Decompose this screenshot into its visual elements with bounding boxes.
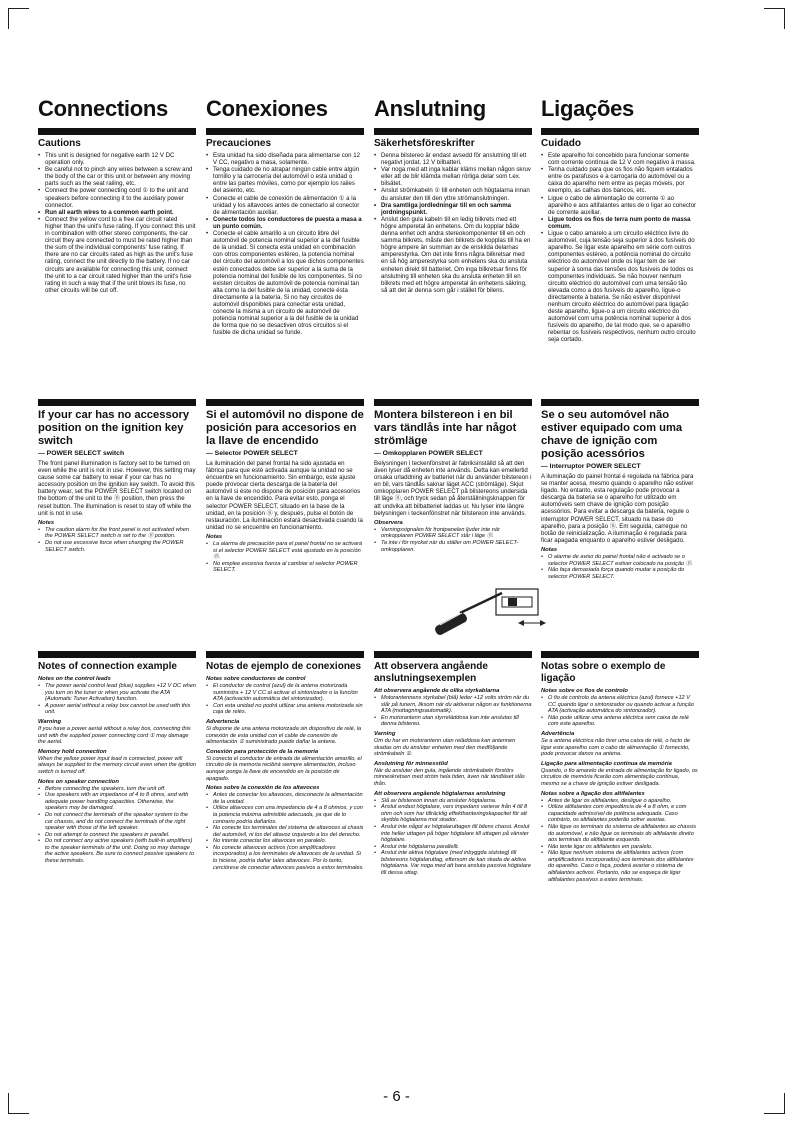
list-item: • Dra samtliga jordledningar till en och samma jordningspunkt. (380, 202, 532, 216)
block-title: Att observera angående de olika styrkablarna (374, 688, 500, 694)
block-title: Att observera angående högtalarnas anslutning (374, 790, 506, 797)
note-item: • No conecte altavoces activos (con amplificadores incorporados) a los terminales de altavoces de la unidad. Si lo hiciese, podría dañar tales altavoces. Por lo tanto, cerciórese de conectar altavoces pasivos a estos terminales. (212, 845, 364, 871)
note-item: • Con esta unidad no podrá utilizar una antena motorizada sin caja de relés. (212, 703, 364, 716)
block-title: Notes on the control leads (38, 676, 111, 682)
section-heading: Notes of connection example (38, 661, 177, 672)
block-text: Si dispone de una antena motorizada sin dispositivo de relé, la conexión de esta unidad con el cable de conexión de alimentación ① suministrado puede dañar la antena. (206, 725, 362, 746)
note-item: • O fio de controlo da antena eléctrica (azul) fornece +12 V CC quando ligar o sintonizador ou quando activar a função ATA (activação automática do sintonizador). (547, 695, 699, 715)
section-heading: If your car has no accessory position on the ignition key switch (38, 409, 190, 447)
block-text: Om du har en motorantenn utan reläddosa kan antennen skadas om du ansluter enheten med den medföljande strömkabeln ①. (374, 737, 516, 758)
block-text: If you have a power aerial without a relay box, connecting this unit with the supplied power connecting cord ① may damage the aerial. (38, 725, 191, 746)
note-item: • Utilice altavoces con una impedancia de 4 a 8 ohmios, y con la potencia máxima admisible adecuada, ya que de lo contrario podría dañarlos. (212, 805, 364, 825)
note-item: • Anslut inte högtalarna parallellt. (380, 844, 532, 851)
connection-notes-section-pt (541, 651, 699, 883)
page-title-spanish: Conexiones (206, 96, 328, 121)
section-heading: Cautions (38, 138, 81, 149)
section-rule (374, 651, 532, 658)
note-item: • Do not connect the terminals of the speaker system to the car chassis, and do not connect the terminals of the right speaker with those of the left speaker. (44, 812, 196, 832)
section-heading: Säkerhetsföreskrifter (374, 138, 475, 149)
page-title-english: Connections (38, 96, 168, 121)
note-item: • Antes de conectar los altavoces, desconecte la alimentación de la unidad. (212, 792, 364, 805)
note-item: • No emplee excesiva fuerza al cambiar el selector POWER SELECT. (212, 561, 364, 574)
note-item: • The power aerial control lead (blue) supplies +12 V DC when you turn on the tuner or when you activate the ATA (Automatic Tuner Activation) function. (44, 683, 196, 703)
connection-notes-section-es (206, 651, 364, 871)
note-item: • Before connecting the speakers, turn the unit off. (44, 786, 196, 793)
list-item: • Denna bilstereo är endast avsedd för anslutning till ett negativt jordat, 12 V bilbatteri. (380, 152, 532, 166)
list-item: • Be careful not to pinch any wires between a screw and the body of the car or this unit or between any moving parts such as the seat railing, etc. (44, 166, 196, 187)
list-item: • Conecte el cable de conexión de alimentación ① a la unidad y los altavoces antes de conectarlo al conector de alimentación auxiliar. (212, 195, 364, 216)
block-text: När du ansluter den gula, ingående strömkabeln förstörs minneskretsen med ström hela tiden, även när tändläset slås ifrån. (374, 767, 525, 787)
note-item: • Slå av bilstereon innan du ansluter högtalarna. (380, 798, 532, 805)
section-subheading: — POWER SELECT switch (38, 450, 125, 457)
crop-mark-top-right (764, 8, 785, 29)
note-item: • Não pode utilizar uma antena eléctrica sem caixa de relé com este aparelho. (547, 715, 699, 728)
cautions-section-es (206, 128, 364, 336)
list-item: • Ligue o cabo amarelo a um circuito eléctrico livre do automóvel, cuja tensão seja superior à dos fusíveis do aparelho. Se ligar este aparelho em série com outros componentes estéreo, a potência nominal do circuito eléctrico do automóvel onde os ligar tem de ser superior à soma das tensões dos fusíveis de todos os componentes individuais. Se não houver nenhum circuito eléctrico do automóvel com uma tensão tão elevada como a dos fusíveis do aparelho, ligue-o directamente à bateria. Se não estiver disponível nenhum circuito eléctrico do automóvel para ligação deste aparelho, ligue-o a um circuito eléctrico do automóvel com uma potência nominal superior à dos fusíveis do aparelho, de tal modo que, se o aparelho rebentar os fusíveis respectivos, nenhum outro circuito seja cortado. (547, 230, 699, 344)
block-title: Anslutning för minnesstöd (374, 760, 448, 767)
section-rule (206, 399, 364, 406)
block-text: When the yellow power input lead is connected, power will always be supplied to the memory circuit even when the ignition switch is turned off. (38, 755, 196, 775)
note-item: • Do not connect any active speakers (with built-in amplifiers) to the speaker terminals of the unit. Doing so may damage the active speakers. Be sure to connect passive speakers to these terminals. (44, 838, 196, 864)
section-subheading: — Interruptor POWER SELECT (541, 463, 641, 470)
switch-icon (496, 589, 546, 626)
section-rule (38, 399, 196, 406)
note-item: • No conecte los terminales del sistema de altavoces al chasis del automóvil, ni los del altavoz izquierdo a los del derecho. (212, 825, 364, 838)
section-rule (374, 399, 532, 406)
section-rule (206, 128, 364, 135)
note-item: • Use speakers with an impedance of 4 to 8 ohms, and with adequate power handling capacities. Otherwise, the speakers may be damaged. (44, 792, 196, 812)
connection-notes-section-sv (374, 651, 532, 877)
crop-mark-top-left (8, 8, 29, 29)
list-item: • Tenga cuidado de no atrapar ningún cable entre algún tornillo y la carrocería del automóvil o esta unidad o entre las partes móviles, como por ejemplo los railes del asiento, etc. (212, 166, 364, 194)
list-item: • Connect the yellow cord to a free car circuit rated higher than the unit's fuse rating. If you connect this unit in combination with other stereo components, the car circuit they are connected to must be rated higher than the sum of the individual components' fuse rating. If there are no car circuits rated as high as the unit's fuse rating, connect the unit directly to the battery. If no car circuits are available for connecting this unit, connect the unit to a car circuit rated higher than the unit's fuse rating in such a way that if the unit blows its fuse, no other circuits will be cut off. (44, 216, 196, 294)
note-item: • Do not use excessive force when changing the POWER SELECT switch. (44, 540, 196, 553)
note-item: • Não tente ligar os altifalantes em paralelo. (547, 844, 699, 851)
block-title: Ligação para alimentação contínua da memória (541, 760, 672, 767)
section-rule (541, 399, 699, 406)
section-heading: Att observera angående anslutningsexemplen (374, 661, 488, 684)
list-item: • Conecte el cable amarillo a un circuito libre del automóvil de potencia nominal superior a la del fusible de la unidad. Si conecta esta unidad en combinación con otros componentes estéreo, la potencia nominal del circuito del automóvil a los que dichos componentes estén conectados debe ser superior a la suma de la potencia nominal del fusible de los componentes. Si no existen circuitos de automóvil de potencia nominal tan alta como la del fusible de la unidad, conecte ésta directamente a la batería. Si no hay circuitos de automóvil disponibles para conectar esta unidad, conecte la misma a un circuito de automóvil de potencia nominal superior a la del fusible de la unidad de forma que no se desactiven otros circuitos si el fusible de dicha unidad se funde. (212, 230, 364, 336)
list-item: • Este aparelho foi concebido para funcionar somente com corrente contínua de 12 V com negativo à massa. (547, 152, 699, 166)
block-title: Notas sobre a ligação dos altifalantes (541, 790, 645, 797)
block-title: Advertência (541, 730, 575, 737)
block-title: Advertencia (206, 718, 240, 725)
note-item: • La alarma de precaución para el panel frontal no se activará si el selector POWER SELECT está ajustado en la posición Ⓑ. (212, 541, 364, 561)
section-rule (206, 651, 364, 658)
list-item: • Conecte todos los conductores de puesta a masa a un punto común. (212, 216, 364, 230)
section-rule (541, 128, 699, 135)
section-heading: Cuidado (541, 138, 581, 149)
power-select-section-es (206, 399, 364, 574)
screwdriver-switch-illustration (432, 585, 552, 643)
note-item: • En motorantenn utan styrreläddosa kan inte anslutas till denna bilstereo. (380, 715, 532, 728)
note-item: • Ta inte i för mycket när du ställer om POWER SELECT-omkopplaren. (380, 540, 532, 553)
notes-heading: Notas (206, 533, 223, 540)
section-heading: Notas sobre o exemplo de ligação (541, 661, 666, 684)
body-paragraph: Belysningen i teckenfönstret är fabriksinställd så att den även lyser då enheten inte används. Detta kan emellertid orsaka urladdning av batteriet när du använder bilstereon i en bil, vars tändlås saknar läget ACC (strömläge). Skjut omkopplaren POWER SELECT på bilstereons undersida till läge Ⓑ, och tryck sedan på återställningsknappen för att undvika att bilbatteriet laddas ur. Nu lyser inte längre belysningen i teckenfönstret när bilstereon inte används. (374, 460, 532, 517)
section-subheading: — Omkopplaren POWER SELECT (374, 450, 483, 457)
note-item: • Não ligue nenhum sistema de altifalantes activos (com amplificadores incorporados) aos terminais dos altifalantes do aparelho. Caso o faça, poderá avariar o sistema de altifalantes activos. Portanto, não se esqueça de ligar altifalantes passivos a estes terminais. (547, 850, 699, 883)
note-item: • Anslut inte aktiva högtalare (med inbyggda slutsteg) till bilstereons högtalaruttag, eftersom de kan skada de aktiva högtalarna. Var noga med att bara ansluta passiva högtalare till dessa uttag. (380, 850, 532, 876)
section-heading: Precauciones (206, 138, 272, 149)
note-item: • Não faça demasiada força quando mudar a posição do selector POWER SELECT. (547, 567, 699, 580)
notes-heading: Observera (374, 519, 403, 526)
list-item: • Esta unidad ha sido diseñada para alimentarse con 12 V CC, negativo a masa, solamente. (212, 152, 364, 166)
note-item: • Antes de ligar os altifalantes, desligue o aparelho. (547, 798, 699, 805)
block-title: Warning (38, 718, 62, 725)
note-item: • A power aerial without a relay box cannot be used with this unit. (44, 703, 196, 716)
section-rule (374, 128, 532, 135)
note-item: • No intente conectar los altavoces en paralelo. (212, 838, 364, 845)
note-item: • El conductor de control (azul) de la antena motorizada suministra + 12 V CC al activar el sintonizador o la función ATA (activación automática del sintonizador). (212, 683, 364, 703)
power-select-section-en (38, 399, 196, 553)
block-title: Varning (374, 730, 396, 737)
cautions-section-pt (541, 128, 699, 344)
list-item: • Tenha cuidado para que os fios não fiquem entalados entre os parafusos e a carroçaria do automóvel ou a caixa do aparelho nem entre as peças móveis, por exemplo, as calhas dos bancos, etc. (547, 166, 699, 194)
body-paragraph: The front panel illumination is factory set to be turned on even while the unit is not in use. However, this setting may cause some car battery to wear if your car has no accessory position on the ignition key switch. To avoid this battery wear, set the POWER SELECT switch located on the bottom of the unit to the Ⓑ position, then press the reset button. The illumination is reset to stay off while the unit is not in use. (38, 460, 196, 517)
list-item: • Connect the power connecting cord ① to the unit and speakers before connecting it to the auxiliary power connector. (44, 187, 196, 208)
list-item: • Run all earth wires to a common earth point. (44, 209, 196, 216)
section-heading: Si el automóvil no dispone de posición para accesorios en la llave de encendido (206, 409, 364, 447)
block-title: Conexión para protección de la memoria (206, 748, 319, 755)
note-item: • Utilize altifalantes com impedância de 4 a 8 ohm, e com capacidade admissível de potência adequada. Caso contrário, os altifalantes poderão sofrer avarias. (547, 804, 699, 824)
section-heading: Se o seu automóvel não estiver equipado com uma chave de ignição com posição acessórios (541, 409, 683, 460)
section-rule (38, 128, 196, 135)
note-item: • Varningssignalen för frontpanelen ljuder inte när omkopplaren POWER SELECT står i läge Ⓑ. (380, 527, 532, 540)
note-item: • The caution alarm for the front panel is not activated when the POWER SELECT switch is set to the Ⓑ position. (44, 527, 196, 540)
section-subheading: — Selector POWER SELECT (206, 450, 298, 457)
notes-heading: Notas (541, 546, 558, 553)
block-title: Notas sobre os fios de controlo (541, 688, 628, 694)
block-title: Memory hold connection (38, 748, 107, 755)
list-item: • Anslut strömkabeln ① till enheten och högtalarna innan du ansluter den till den yttre strömanslutningen. (380, 187, 532, 201)
note-item: • Anslut inte något av högtalaruttagen till bilens chassi. Anslut inte heller uttagen på höger högtalare till uttagen på vänster högtalare. (380, 824, 532, 844)
body-paragraph: A iluminação do painel frontal é regulada na fábrica para se manter acesa, mesmo quando o aparelho não estiver ligado. No entanto, esta regulação pode provocar a descarga da bateria se o aparelho for utilizado em automóveis sem chave de ignição com posição acessórios. Para evitar a descarga da bateria, regule o interruptor POWER SELECT, situado na base do aparelho, para a posição Ⓑ. Em seguida, carregue no botão de reinicialização. A iluminação é regulada para ficar apagada enquanto o aparelho estiver desligado. (541, 473, 694, 544)
power-select-section-pt (541, 399, 699, 580)
page-title-swedish: Anslutning (374, 96, 486, 121)
list-item: • Anslut den gula kabeln till en ledig bilkrets med ett högre amperetal än enhetens. Om du kopplar både denna enhet och andra stereokomponenter till en och samma bilkrets, måste den bilkrets de kopplas till ha en högre ampere än summan av de enskilda delarnas amperestyrka. Om det inte finns några bilkretsar med en så hög amperestyrka som enhetens ska du ansluta enheten direkt till batteriet. Om inga bilkretsar finns för anslutning till enheten ska du ansluta enheten till en bilkrets med ett högre amperetal än enhetens säkring, så att det är denna som går i stället för bilens. (380, 216, 532, 294)
block-text: Se a antena eléctrica não tiver uma caixa de relé, o facto de ligar este aparelho com o cabo de alimentação ① fornecido, pode provocar danos na antena. (541, 737, 690, 758)
section-heading: Notas de ejemplo de conexiones (206, 661, 362, 672)
connection-notes-section-en (38, 651, 196, 865)
note-item: • Motorantennens styrkabel (blå) leder +12 volts ström när du slår på tunern, liksom när du aktiverar någon av funktionerna ATA (mottagningsautomatik). (380, 695, 532, 715)
cautions-section-sv (374, 128, 532, 294)
block-title: Notes on speaker connection (38, 778, 119, 785)
list-item: • Ligue todos os fios de terra num ponto de massa comum. (547, 216, 699, 230)
section-rule (541, 651, 699, 658)
notes-heading: Notes (38, 519, 55, 526)
block-text: Quando, o fio amarelo de entrada de alimentação for ligado, os circuitos de memória ficarão com alimentação contínua, mesmo se a chave de ignição estiver desligada. (541, 767, 698, 787)
block-text: Si conecta el conductor de entrada de alimentación amarillo, el circuito de la memoria recibirá siempre alimentación, incluso aunque ponga la llave de encendido en la posición de apagado. (206, 755, 362, 782)
body-paragraph: La iluminación del panel frontal ha sido ajustada en fábrica para que esté activada aunque la unidad no se encuentre en funcionamiento. Sin embargo, este ajuste puede provocar cierta descarga de la batería del automóvil si éste no dispone de posición para accesorios en la llave de encendido. Para evitar esto, ponga el selector POWER SELECT, situado en la base de la unidad, en la posición Ⓑ y, después, pulse el botón de restauración. La iluminación estará desactivada cuando la unidad no se encuentre en funcionamiento. (206, 460, 363, 531)
note-item: • Não ligue os terminais do sistema de altifalantes ao chassis do automóvel, e não ligue os terminais do altifalante direito aos terminais do altifalante esquerdo. (547, 824, 699, 844)
screwdriver-icon (434, 593, 502, 636)
note-item: • O alarme de aviso do painel frontal não é activado se o selector POWER SELECT estiver colocado na posição Ⓑ. (547, 554, 699, 567)
section-rule (38, 651, 196, 658)
block-title: Notas sobre la conexión de los altavoces (206, 785, 320, 792)
note-item: • Anslut endast högtalare, vars impedans varierar från 4 till 8 ohm och som har tillräcklig effekthanteringskapacitet för att skydda högtalarna mot skador. (380, 804, 532, 824)
power-select-section-sv (374, 399, 532, 553)
list-item: • Ligue o cabo de alimentação de corrente ① ao aparelho e aos altifalantes antes de o ligar ao conector de corrente auxiliar. (547, 195, 699, 216)
list-item: • This unit is designed for negative earth 12 V DC operation only. (44, 152, 196, 166)
page-title-portuguese: Ligações (541, 96, 634, 121)
section-heading: Montera bilstereon i en bil vars tändlås inte har något strömläge (374, 409, 517, 447)
list-item: • Var noga med att inga kablar kläms mellan någon skruv eller att de blir klämda mellan rörliga delar som t.ex. bilsätet. (380, 166, 532, 187)
note-item: • Do not attempt to connect the speakers in parallel. (44, 832, 196, 839)
page-number: - 6 - (383, 1088, 410, 1105)
cautions-section-en (38, 128, 196, 294)
block-title: Notas sobre conductores de control (206, 676, 306, 682)
